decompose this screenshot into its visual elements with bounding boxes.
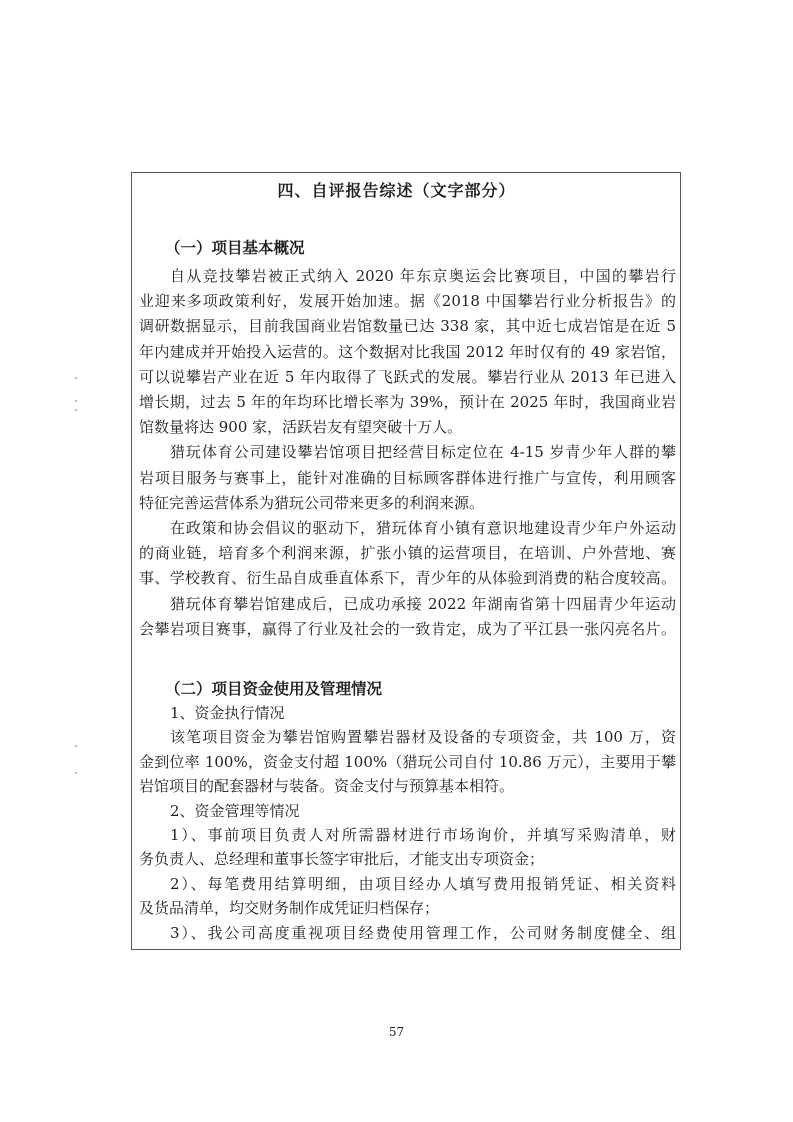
- section-heading-overview: （一）项目基本概况: [165, 239, 305, 257]
- text-line: 2）、每笔费用结算明细，由项目经办人填写费用报销凭证、相关资料: [170, 874, 676, 893]
- scan-speck: [75, 409, 77, 411]
- section-funds-body: [139, 701, 676, 945]
- text-line: 务负责人、总经理和董事长签字审批后，才能支出专项资金；: [139, 850, 545, 869]
- text-line: 年内建成并开始投入运营的。这个数据对比我国 2012 年时仅有的 49 家岩馆，: [139, 342, 676, 361]
- text-line: 1）、事前项目负责人对所需器材进行市场询价，并填写采购清单，财: [170, 826, 676, 845]
- text-line: 会攀岩项目赛事，赢得了行业及社会的一致肯定，成为了平江县一张闪亮名片。: [139, 619, 676, 638]
- section-overview-body: [139, 264, 676, 642]
- section-heading-funds: （二）项目资金使用及管理情况: [165, 680, 383, 698]
- text-line: 特征完善运营体系为猎玩公司带来更多的利润来源。: [139, 493, 485, 512]
- text-line: 事、学校教育、衍生品自成垂直体系下，青少年的从体验到消费的粘合度较高。: [139, 569, 676, 588]
- text-line: 1、资金执行情况: [170, 704, 285, 722]
- text-line: 馆数量将达 900 家，活跃岩友有望突破十万人。: [139, 418, 463, 437]
- text-line: 3）、我公司高度重视项目经费使用管理工作，公司财务制度健全、组: [170, 923, 676, 942]
- scan-speck: [75, 745, 77, 747]
- text-line: 可以说攀岩产业在近 5 年内取得了飞跃式的发展。攀岩行业从 2013 年已进入: [139, 367, 676, 386]
- page-number: 57: [388, 1025, 405, 1039]
- scan-speck: [75, 377, 77, 379]
- scan-speck: [75, 772, 77, 774]
- text-line: 增长期，过去 5 年的年均环比增长率为 39%，预计在 2025 年时，我国商业岩: [139, 393, 676, 412]
- text-line: 金到位率 100%，资金支付超 100%（猎玩公司自付 10.86 万元），主要用于攀: [139, 752, 676, 771]
- text-line: 2、资金管理等情况: [170, 801, 300, 820]
- text-line: 岩馆项目的配套器材与装备。资金支付与预算基本相符。: [139, 777, 515, 796]
- text-line: 在政策和协会倡议的驱动下，猎玩体育小镇有意识地建设青少年户外运动: [170, 519, 676, 538]
- text-line: 岩项目服务与赛事上，能针对准确的目标顾客群体进行推广与宣传，利用顾客: [139, 468, 676, 487]
- text-line: 猎玩体育公司建设攀岩馆项目把经营目标定位在 4-15 岁青少年人群的攀: [170, 443, 676, 462]
- text-line: 猎玩体育攀岩馆建成后，已成功承接 2022 年湖南省第十四届青少年运动: [170, 594, 676, 613]
- text-line: 自从竞技攀岩被正式纳入 2020 年东京奥运会比赛项目，中国的攀岩行: [170, 267, 676, 285]
- text-line: 业迎来多项政策利好，发展开始加速。据《2018 中国攀岩行业分析报告》的: [139, 292, 676, 311]
- text-line: 调研数据显示，目前我国商业岩馆数量已达 338 家，其中近七成岩馆是在近 5: [139, 317, 676, 336]
- text-line: 该笔项目资金为攀岩馆购置攀岩器材及设备的专项资金，共 100 万，资: [170, 728, 676, 747]
- text-line: 的商业链，培育多个利润来源，扩张小镇的运营项目，在培训、户外营地、赛: [139, 544, 676, 563]
- report-title: 四、自评报告综述（文字部分）: [277, 181, 516, 200]
- scan-speck: [75, 400, 77, 402]
- text-line: 及货品清单，均交财务制作成凭证归档保存；: [139, 899, 440, 918]
